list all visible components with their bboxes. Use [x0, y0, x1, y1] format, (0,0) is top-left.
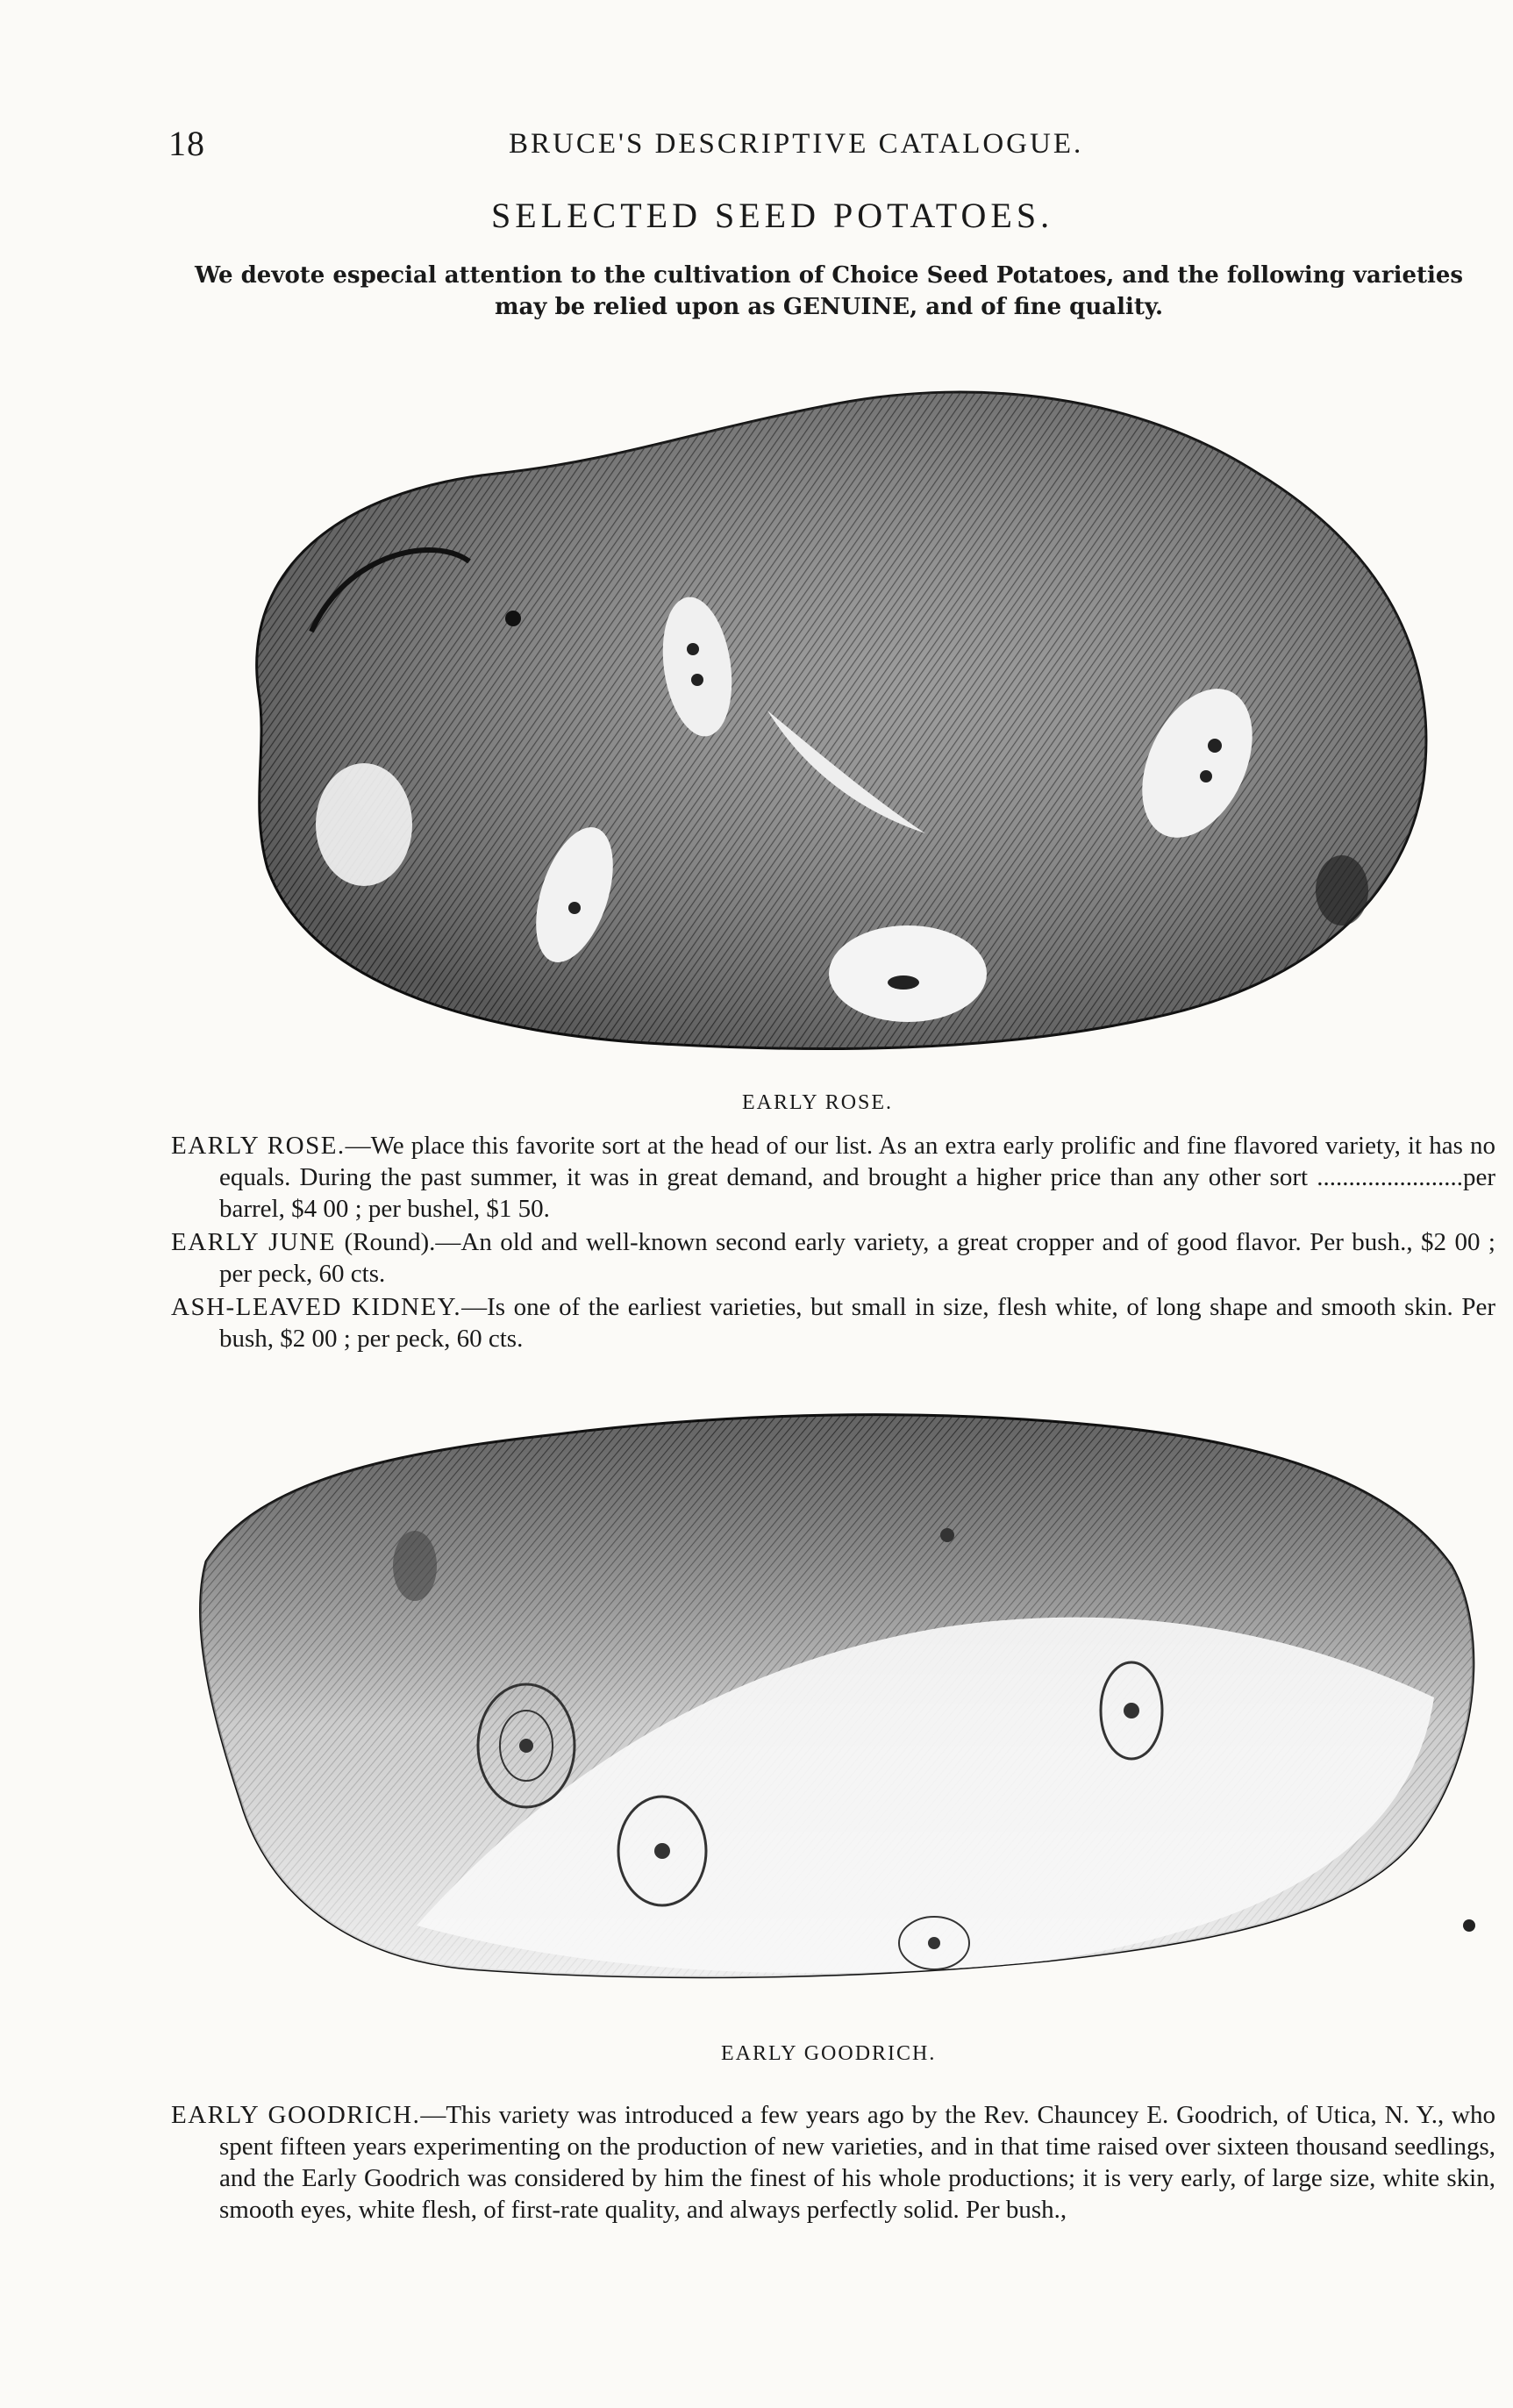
entry-text: —This variety was introduced a few years ago by the Rev. Chauncey E. Goodrich, of Utica, N. Y., who spent fifteen years experimenting on the production of new varieties, and in that time raised over sixteen thousand seedlings, and the Early Goodrich was considered by him the finest of his whole productions; it is very early, of large size, white skin, smooth eyes, white flesh, of first-rate quality, and always perfectly solid. Per bush., [219, 2101, 1495, 2224]
early-rose-caption: EARLY ROSE. [742, 1091, 894, 1114]
section-intro: We devote especial attention to the cultivation of Choice Seed Potatoes, and the following varieties may be relied upon as GENUINE, and of fine quality. [194, 262, 1464, 320]
entry-text: —Is one of the earliest varieties, but small in size, flesh white, of long shape and smooth skin. Per bush, $2 00 ; per peck, 60 cts. [219, 1293, 1495, 1353]
entry-ash-leaved-kidney [171, 1291, 1495, 1354]
early-goodrich-caption: EARLY GOODRICH. [721, 2042, 937, 2065]
entries-block-1 [171, 1130, 1495, 1356]
early-rose-illustration [206, 377, 1452, 1070]
entries-block-2 [171, 2099, 1495, 2227]
entry-price: .......................per barrel, $4 00 ; per bushel, $1 50. [219, 1163, 1496, 1223]
entry-text: —We place this favorite sort at the head of our list. As an extra early prolific and fine flavored variety, it has no equals. During the past summer, it was in great demand, and brought a higher price than any other sort [219, 1132, 1495, 1191]
running-head: BRUCE'S DESCRIPTIVE CATALOGUE. [509, 128, 1084, 160]
entry-early-goodrich [171, 2099, 1495, 2226]
entry-text: (Round).—An old and well-known second early variety, a great cropper and of good flavor. Per bush., $2 00 ; per peck, 60 cts. [219, 1228, 1495, 1288]
early-goodrich-illustration [189, 1399, 1495, 2031]
entry-name: EARLY GOODRICH. [171, 2101, 421, 2129]
entry-early-rose [171, 1130, 1495, 1225]
entry-name: ASH-LEAVED KIDNEY. [171, 1293, 462, 1321]
entry-name: EARLY JUNE [171, 1228, 337, 1256]
section-title: SELECTED SEED POTATOES. [491, 196, 1054, 235]
page-number: 18 [168, 124, 205, 163]
entry-early-june [171, 1226, 1495, 1290]
entry-name: EARLY ROSE. [171, 1132, 346, 1160]
